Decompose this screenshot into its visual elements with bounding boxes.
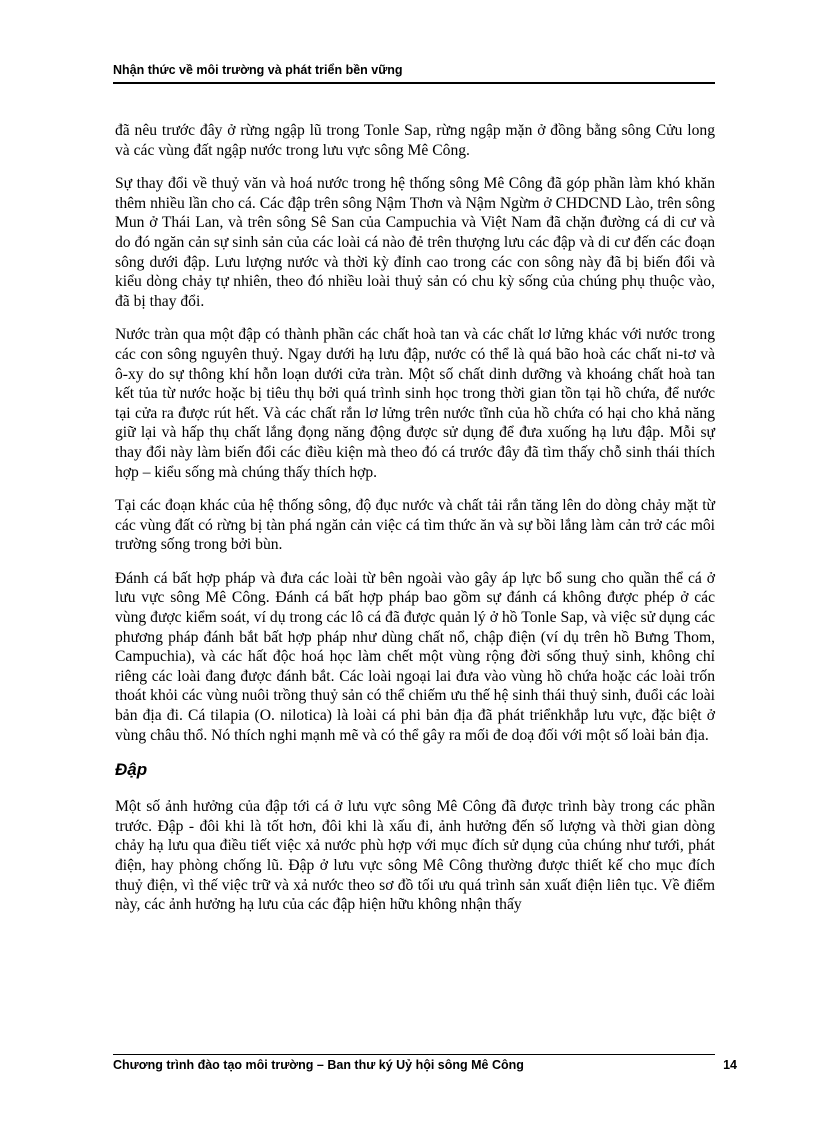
body-paragraph: Một số ảnh hưởng của đập tới cá ở lưu vực sông Mê Công đã được trình bày trong các phần trước. Đập - đôi khi là tốt hơn, đôi khi là xấu đi, ảnh hưởng đến số lượng và thời gian dòng chảy hạ lưu qua điều tiết việc xả nước phù hợp với mục đích sử dụng của chúng như tưới, phát điện, hay phòng chống lũ. Đập ở lưu vực sông Mê Công thường được thiết kế cho mục đích thuỷ điện, vì thế việc trữ và xả nước theo sơ đồ tối ưu quá trình sản xuất điện liên tục. Về điểm này, các ảnh hưởng hạ lưu của các đập hiện hữu không nhận thấy bbox=[115, 798, 715, 914]
footer-rule bbox=[113, 1054, 715, 1055]
body-paragraph: đã nêu trước đây ở rừng ngập lũ trong Tonle Sap, rừng ngập mặn ở đồng bằng sông Cửu long và các vùng đất ngập nước trong lưu vực sông Mê Công. bbox=[115, 122, 715, 159]
page-number: 14 bbox=[723, 1058, 737, 1072]
running-header: Nhận thức về môi trường và phát triển bền vững bbox=[113, 63, 403, 77]
body-paragraph: Đánh cá bất hợp pháp và đưa các loài từ bên ngoài vào gây áp lực bổ sung cho quần thể cá ở lưu vực sông Mê Công. Đánh cá bất hợp pháp bao gồm sự đánh cá không được phép ở các vùng được kiểm soát, ví dụ trong các lô cá đã được quản lý ở hồ Tonle Sap, và việc sử dụng các phương pháp đánh bắt bất hợp pháp như dùng chất nổ, chập điện (ví dụ trên hồ Bưng Thom, Campuchia), và các hất độc hoá học làm chết một vùng rộng đời sống thuỷ sinh, không chỉ riêng các loài đang được đánh bắt. Các loài ngoại lai đưa vào vùng hồ chứa hoặc các loài trốn thoát khỏi các vùng nuôi trồng thuỷ sản có thể chiếm ưu thế hệ sinh thái thuỷ sinh, đuổi các loài bản địa đi. Cá tilapia (O. nilotica) là loài cá phi bản địa đã phát triểnkhắp lưu vực, đặc biệt ở vùng châu thổ. Nó thích nghi mạnh mẽ và có thể gây ra mối đe doạ đối với một số loài bản địa. bbox=[115, 569, 715, 744]
body-paragraph: Nước tràn qua một đập có thành phần các chất hoà tan và các chất lơ lửng khác với nước trong các con sông nguyên thuỷ. Ngay dưới hạ lưu đập, nước có thể là quá bão hoà các chất ni-tơ và ô-xy do sự thông khí hỗn loạn dưới cửa tràn. Một số chất dinh dưỡng và khoáng chất hoà tan kết tủa từ nước hoặc bị tiêu thụ bởi quá trình sinh học trong thời gian tồn tại hồ chứa, để nước tại cửa ra được rút hết. Và các chất rắn lơ lửng trên nước tĩnh của hồ chứa có hại cho khả năng giữ lại và hấp thụ chất lắng đọng năng động được sử dụng để đưa xuống hạ lưu đập. Mỗi sự thay đổi này làm biến đổi các điều kiện mà theo đó cá trước đây đã tìm thấy chỗ sinh thái thích hợp – kiểu sống mà chúng thấy thích hợp. bbox=[115, 326, 715, 481]
section-heading: Đập bbox=[115, 760, 148, 780]
body-paragraph: Tại các đoạn khác của hệ thống sông, độ đục nước và chất tải rắn tăng lên do dòng chảy mặt từ các vùng đất có rừng bị tàn phá ngăn cản việc cá tìm thức ăn và sự bồi lắng làm cản trở các môi trường sống trong bởi bùn. bbox=[115, 497, 715, 554]
page-body bbox=[115, 121, 715, 929]
body-paragraph: Sự thay đổi về thuỷ văn và hoá nước trong hệ thống sông Mê Công đã góp phần làm khó khăn thêm nhiều lần cho cá. Các đập trên sông Nậm Thơn và Nậm Ngừm ở CHDCND Lào, trên sông Mun ở Thái Lan, và trên sông Sê San của Campuchia và Việt Nam đã chặn đường cá di cư và do đó ngăn cản sự sinh sản của các loài cá nào đẻ trên thượng lưu các đập và di cư đến các đoạn sông dưới đập. Lưu lượng nước và thời kỳ đỉnh cao trong các con sông này đã bị biến đổi và kiểu dòng chảy tự nhiên, theo đó nhiều loài thuỷ sản có chu kỳ sống của chúng phụ thuộc vào, đã bị thay đổi. bbox=[115, 175, 715, 310]
running-footer: Chương trình đào tạo môi trường – Ban thư ký Uỷ hội sông Mê Công bbox=[113, 1058, 524, 1072]
header-rule bbox=[113, 82, 715, 84]
